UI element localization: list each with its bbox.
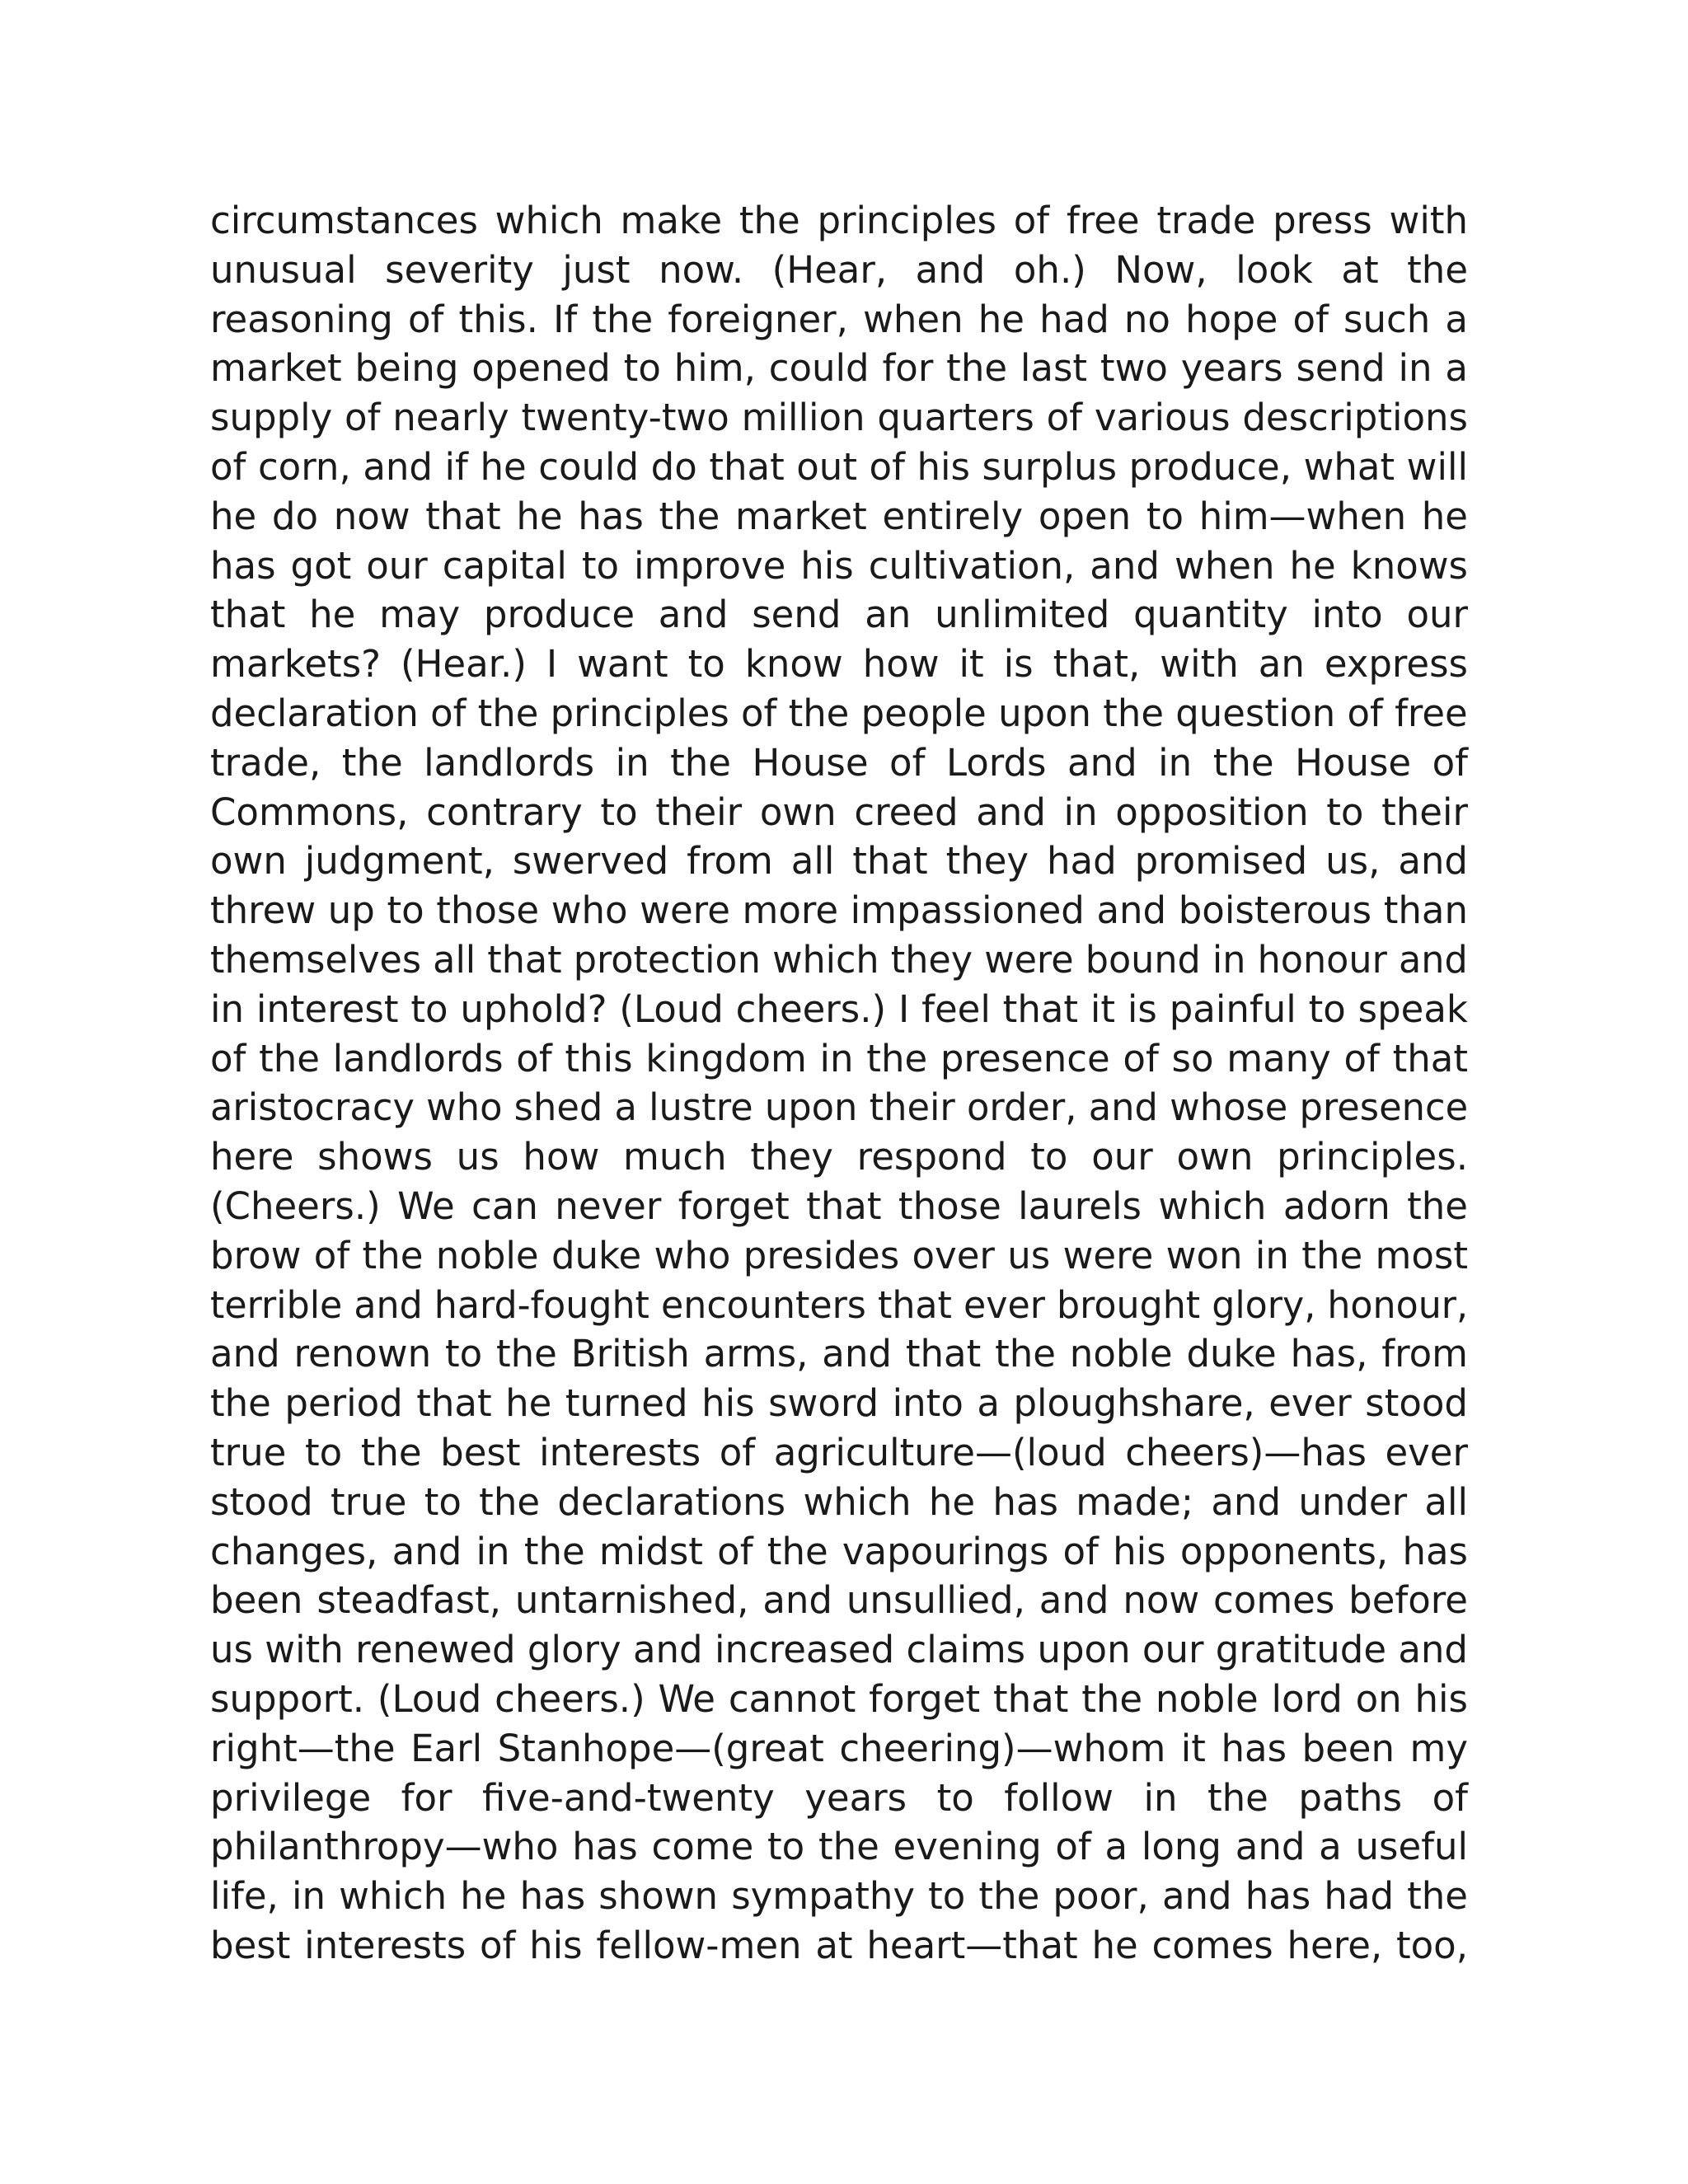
text-line: that he may produce and send an unlimited quantity into our: [210, 593, 1468, 637]
text-line: aristocracy who shed a lustre upon their order, and whose presence: [210, 1085, 1469, 1130]
text-line: true to the best interests of agriculture—(loud cheers)—has ever: [210, 1430, 1468, 1474]
text-line: reasoning of this. If the foreigner, when he had no hope of such a: [210, 297, 1468, 341]
text-line: support. (Loud cheers.) We cannot forget that the noble lord on his: [210, 1676, 1468, 1721]
text-line: of the landlords of this kingdom in the presence of so many of that: [210, 1036, 1468, 1080]
text-line: stood true to the declarations which he has made; and under all: [210, 1479, 1468, 1524]
text-line: supply of nearly twenty-two million quarters of various descriptions: [210, 396, 1468, 440]
text-line: life, in which he has shown sympathy to the poor, and has had the: [210, 1874, 1468, 1919]
text-line: unusual severity just now. (Hear, and oh.) Now, look at the: [210, 247, 1468, 292]
body-text: [210, 196, 1468, 1971]
text-line: Commons, contrary to their own creed and in opposition to their: [210, 790, 1468, 834]
text-line: market being opened to him, could for the last two years send in a: [210, 346, 1468, 391]
text-line: brow of the noble duke who presides over us were won in the most: [210, 1233, 1468, 1277]
text-line: has got our capital to improve his cultivation, and when he knows: [210, 543, 1468, 588]
text-line: philanthropy—who has come to the evening of a long and a useful: [210, 1825, 1468, 1869]
text-line: us with renewed glory and increased claims upon our gratitude and: [210, 1628, 1468, 1672]
text-line: themselves all that protection which they were bound in honour and: [210, 937, 1468, 982]
text-line: the period that he turned his sword into a ploughshare, ever stood: [210, 1381, 1468, 1426]
text-line: trade, the landlords in the House of Lords and in the House of: [210, 740, 1468, 785]
text-line: terrible and hard-fought encounters that ever brought glory, honour,: [210, 1282, 1469, 1327]
text-line: he do now that he has the market entirely open to him—when he: [210, 494, 1468, 538]
text-line: here shows us how much they respond to our own principles.: [210, 1135, 1468, 1179]
text-line: of corn, and if he could do that out of his surplus produce, what will: [210, 444, 1468, 489]
text-line: best interests of his fellow-men at heart—that he comes here, too,: [210, 1923, 1468, 1967]
text-line: right—the Earl Stanhope—(great cheering)—whom it has been my: [210, 1726, 1468, 1770]
text-line: declaration of the principles of the people upon the question of free: [210, 691, 1468, 735]
text-line: markets? (Hear.) I want to know how it is that, with an express: [210, 642, 1468, 687]
text-line: privilege for five-and-twenty years to follow in the paths of: [210, 1775, 1468, 1820]
text-line: and renown to the British arms, and that the noble duke has, from: [210, 1332, 1468, 1376]
text-line: (Cheers.) We can never forget that those laurels which adorn the: [210, 1183, 1468, 1228]
text-line: changes, and in the midst of the vapourings of his opponents, has: [210, 1529, 1468, 1573]
text-line: own judgment, swerved from all that they had promised us, and: [210, 839, 1468, 883]
text-line: threw up to those who were more impassioned and boisterous than: [210, 888, 1468, 933]
text-line: been steadfast, untarnished, and unsullied, and now comes before: [210, 1578, 1468, 1623]
text-line: circumstances which make the principles of free trade press with: [210, 199, 1468, 242]
text-line: in interest to uphold? (Loud cheers.) I feel that it is painful to speak: [210, 987, 1468, 1031]
